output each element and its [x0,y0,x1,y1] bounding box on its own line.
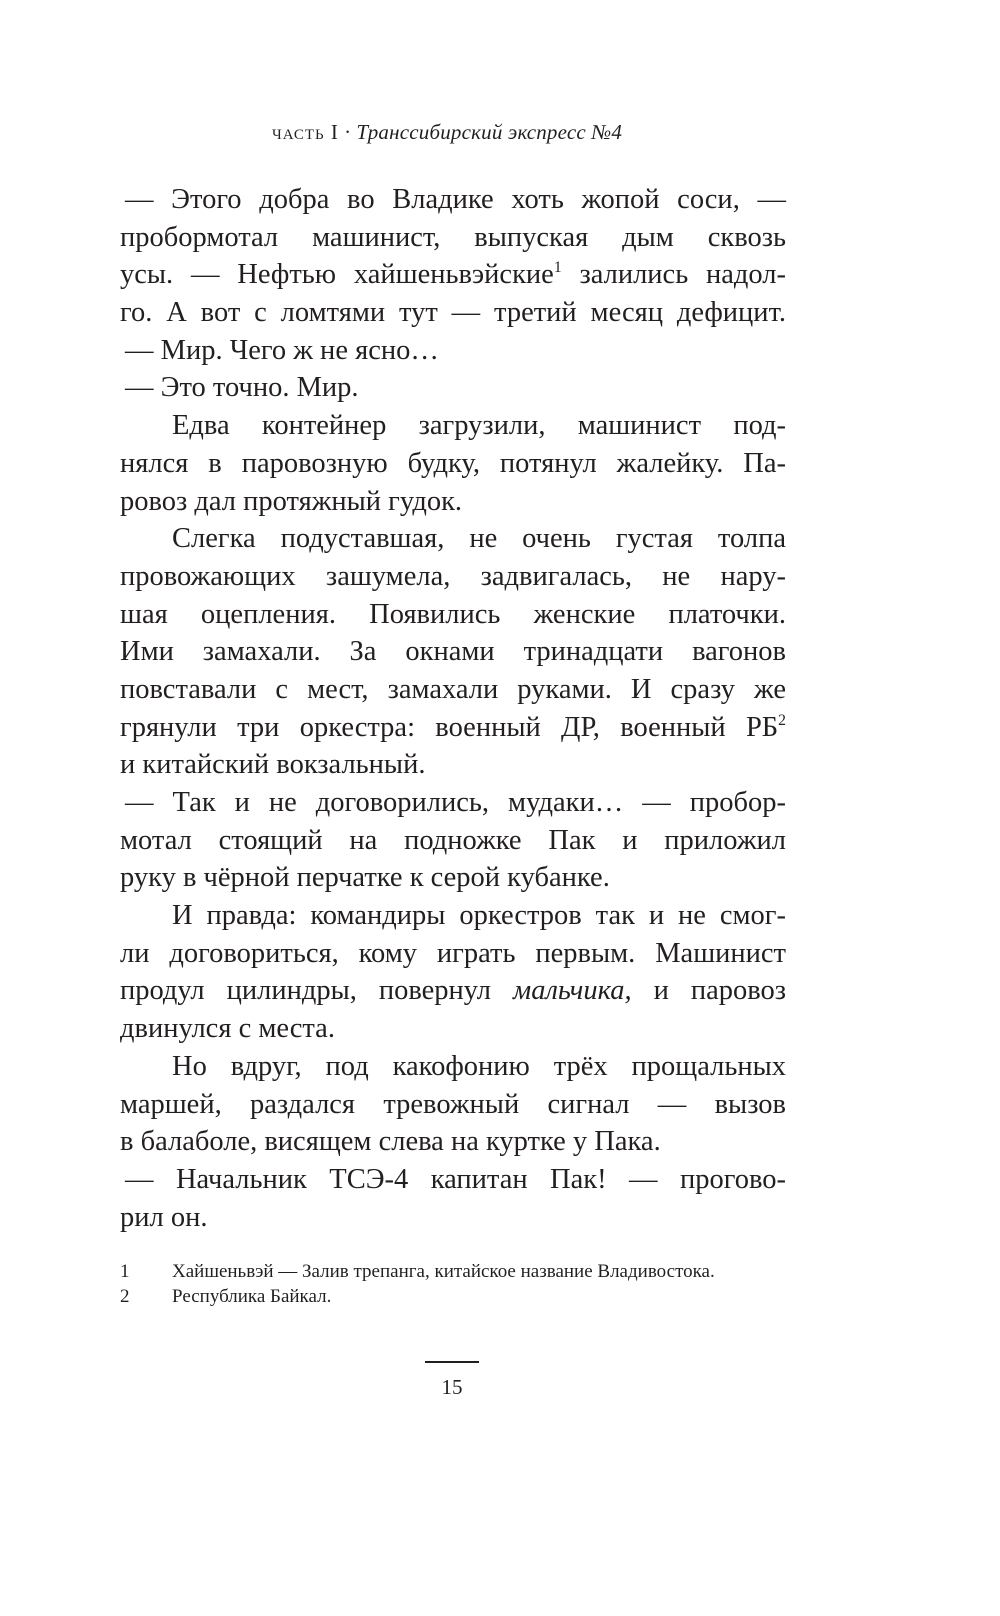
text-line [120,633,786,671]
text-line [120,709,786,747]
text-line [120,558,786,596]
text-run: и паровоз [631,975,786,1007]
header-separator: · [338,120,357,144]
text-run: И правда: командиры оркестров так и не смог- [172,900,786,932]
text-run: — Это точно. Мир. [125,372,359,404]
text-run: — Так и не договорились, мудаки… — пробор- [125,787,786,818]
text-line [120,822,786,860]
footnote-ref: 2 [778,711,786,729]
text-run: повставали с мест, замахали руками. И сразу же [120,673,786,705]
text-line [120,746,786,784]
page-number: 15 [441,1375,463,1399]
footnote-number: 2 [120,1286,130,1307]
text-line [120,1048,786,1086]
part-label: часть I [272,120,339,144]
text-run: маршей, раздался тревожный сигнал — вызов [120,1088,786,1120]
text-run: — Этого добра во Владике хоть жопой соси, — [125,184,786,215]
footnote-ref: 1 [553,259,562,277]
text-line [120,897,786,935]
text-run: Слегка подуставшая, не очень густая толпа [172,523,786,555]
footnote-text: Республика Байкал. [172,1286,332,1307]
text-run: мальчика, [513,975,632,1007]
text-line [120,332,786,370]
text-line [120,671,786,709]
text-line [120,520,786,558]
text-run: и китайский вокзальный. [120,749,426,781]
footnote-2 [120,1284,331,1309]
text-run: — Начальник ТСЭ-4 капитан Пак! — прогово- [125,1163,786,1195]
text-run: продул цилиндры, повернул [120,975,514,1007]
footnote-number: 1 [120,1261,130,1282]
text-line [120,294,786,332]
text-run: ли договориться, кому играть первым. Машинист [120,937,786,969]
text-run: Ими замахали. За окнами тринадцати вагонов [120,636,786,668]
page-number-rule [425,1361,479,1363]
text-line [120,1161,786,1199]
text-run: грянули три оркестра: военный ДР, военный РБ [120,711,779,743]
text-run: ровоз дал протяжный гудок. [120,485,463,517]
text-run: в балаболе, висящем слева на куртке у Пака. [120,1126,661,1158]
running-header [272,120,642,145]
text-run: Но вдруг, под какофонию трёх прощальных [172,1050,786,1082]
text-line [120,256,786,294]
text-run: руку в чёрной перчатке к серой кубанке. [120,862,610,894]
text-line [120,784,786,822]
text-run: провожающих зашумела, задвигалась, не нару- [120,560,786,592]
text-line [120,1199,786,1237]
text-run: шая оцепления. Появились женские платочки. [120,598,786,630]
chapter-title: Транссибирский экспресс №4 [356,120,623,144]
text-run: усы. — Нефтью хайшеньвэйские [120,259,554,291]
text-run: нялся в паровозную будку, потянул жалейку. Па- [120,447,786,479]
text-line [120,859,786,897]
body-text [120,181,786,1236]
text-line [120,483,786,521]
text-run: Едва контейнер загрузили, машинист под- [172,410,786,442]
text-run: пробормотал машинист, выпуская дым сквозь [120,221,786,253]
footnote-text: Хайшеньвэй — Залив трепанга, китайское название Владивостока. [172,1261,715,1282]
text-run: мотал стоящий на подножке Пак и приложил [120,824,786,856]
text-line [120,935,786,973]
text-run: двинулся с места. [120,1013,335,1045]
text-line [120,219,786,257]
text-run: залились надол- [561,259,786,291]
text-line [120,407,786,445]
text-line [120,369,786,407]
text-line [120,596,786,634]
text-run: го. А вот с ломтями тут — третий месяц дефицит. [120,297,786,329]
footnote-1 [120,1259,715,1284]
text-line [120,181,786,219]
text-run: — Мир. Чего ж не ясно… [125,334,439,366]
text-line [120,972,786,1010]
text-line [120,445,786,483]
text-run: рил он. [120,1201,208,1233]
text-line [120,1123,786,1161]
text-line [120,1010,786,1048]
text-line [120,1086,786,1124]
